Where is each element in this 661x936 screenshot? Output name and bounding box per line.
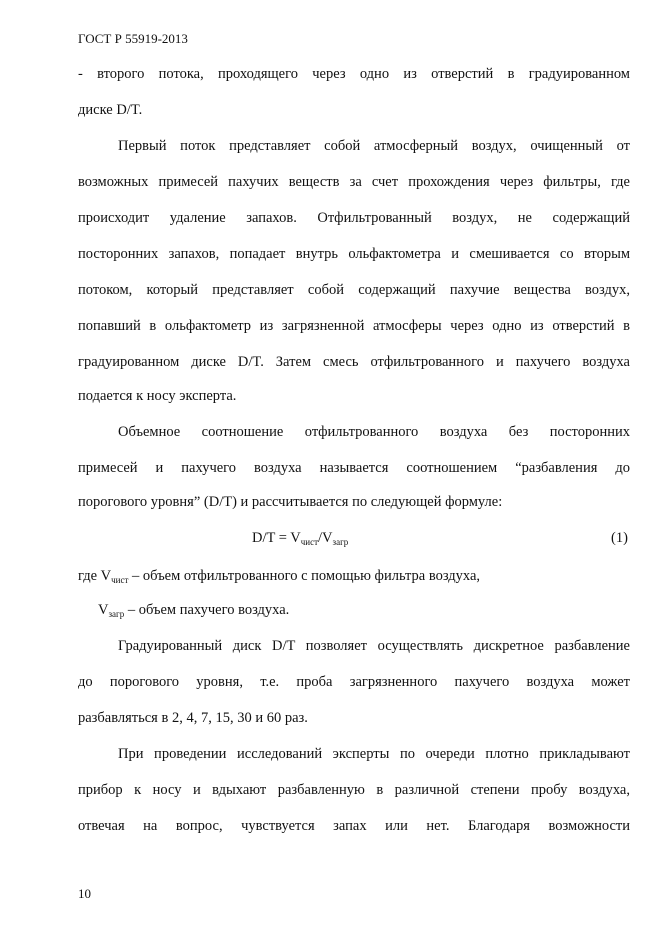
text-line: попавший в ольфактометр из загрязненной атмосферы через одно из отверстий в (78, 318, 630, 334)
text-line: градуированном диске D/T. Затем смесь отфильтрованного и пахучего воздуха (78, 354, 630, 370)
where-text-clean: – объем отфильтрованного с помощью фильтра воздуха, (128, 568, 481, 584)
text-line: При проведении исследований эксперты по очереди плотно прикладывают (118, 746, 630, 762)
text-line: разбавляться в 2, 4, 7, 15, 30 и 60 раз. (78, 710, 308, 726)
text-line: Градуированный диск D/T позволяет осуществлять дискретное разбавление (118, 638, 630, 654)
where-subscript-clean: чист (111, 575, 129, 585)
formula (252, 530, 348, 547)
text-line: диске D/T. (78, 102, 143, 118)
where-line (78, 567, 630, 589)
formula-subscript-polluted: загр (332, 537, 349, 547)
text-line: посторонних запахов, попадает внутрь ольфактометра и смешивается со вторым (78, 246, 630, 262)
formula-number: (1) (611, 530, 628, 546)
text-line: порогового уровня” (D/T) и рассчитывается по следующей формуле: (78, 494, 503, 510)
text-line: примесей и пахучего воздуха называется соотношением “разбавления до (78, 460, 630, 476)
where-line (78, 601, 630, 623)
formula-mid: /V (318, 530, 333, 546)
where-text-polluted: – объем пахучего воздуха. (124, 602, 290, 618)
page-number: 10 (78, 886, 91, 901)
text-line: потоком, который представляет собой содержащий пахучие вещества воздух, (78, 282, 630, 298)
text-line: происходит удаление запахов. Отфильтрованный воздух, не содержащий (78, 210, 630, 226)
where-subscript-polluted: загр (108, 609, 125, 619)
text-line: Объемное соотношение отфильтрованного воздуха без посторонних (118, 424, 630, 440)
text-line: возможных примесей пахучих веществ за счет прохождения через фильтры, где (78, 174, 630, 190)
text-line: подается к носу эксперта. (78, 388, 237, 404)
where-prefix: где V (78, 568, 112, 584)
formula-subscript-clean: чист (300, 537, 319, 547)
text-line: прибор к носу и вдыхают разбавленную в различной степени пробу воздуха, (78, 782, 630, 798)
text-line: до порогового уровня, т.е. проба загрязненного пахучего воздуха может (78, 674, 630, 690)
text-line: Первый поток представляет собой атмосферный воздух, очищенный от (118, 138, 630, 154)
where-v: V (98, 602, 109, 618)
document-code: ГОСТ Р 55919-2013 (78, 31, 188, 46)
text-line: отвечая на вопрос, чувствуется запах или нет. Благодаря возможности (78, 818, 630, 834)
formula-lhs: D/T = V (252, 530, 301, 546)
text-line: - второго потока, проходящего через одно из отверстий в градуированном (78, 66, 630, 82)
